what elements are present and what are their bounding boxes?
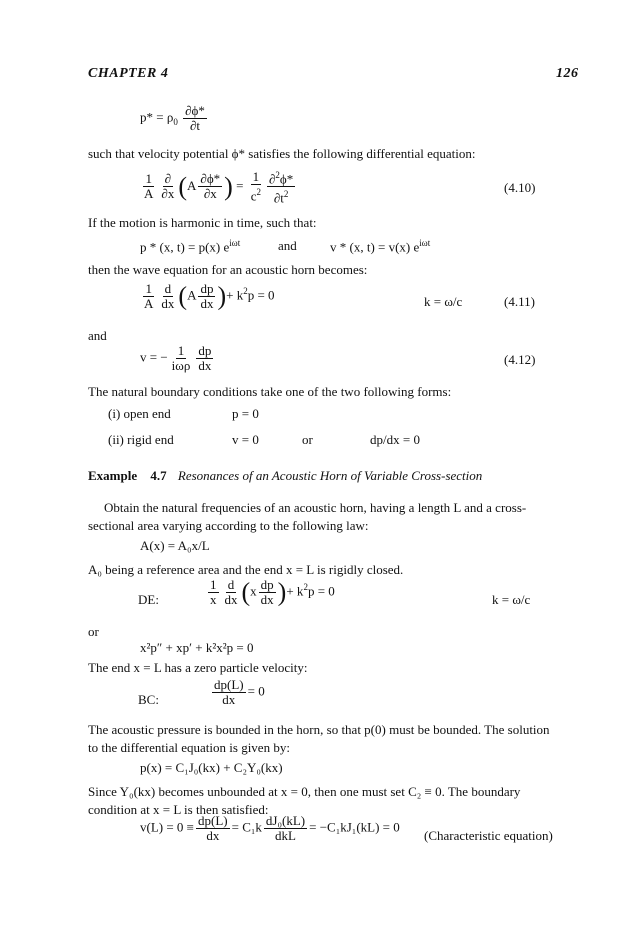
symbol: A	[187, 177, 197, 193]
denominator: dx	[224, 592, 238, 607]
symbol: ∂	[268, 171, 276, 187]
expression: v(L) = 0 ≡	[140, 819, 195, 835]
eq-de: $\frac{1}{x}$ $\frac{d}{dx}$ (x $\frac{dp}{dx}$ )+ $k^2p = 0$	[210, 577, 335, 607]
numerator: 1	[145, 171, 152, 187]
chapter-heading: CHAPTER 4	[88, 66, 169, 81]
paragraph: If the motion is harmonic in time, such that:	[88, 215, 317, 230]
numerator: 1	[210, 577, 217, 592]
expression: p = 0	[307, 583, 335, 599]
expression: p = 0	[247, 287, 275, 303]
fraction	[196, 344, 213, 373]
paragraph: A₀ being a reference area and the end x = L is rigidly closed.	[88, 562, 404, 577]
expression: = 0	[247, 683, 265, 699]
eq-area-law: A(x) = A₀x/L	[140, 538, 210, 553]
eq-lhs: p* = ρ	[140, 109, 174, 125]
paragraph: then the wave equation for an acoustic horn becomes:	[88, 262, 368, 277]
denominator	[272, 187, 291, 205]
example-title: Resonances of an Acoustic Horn of Variable Cross-section	[177, 468, 483, 483]
numerator: 1	[252, 169, 260, 185]
symbol: ∂t	[273, 190, 284, 206]
symbol: A	[187, 287, 197, 303]
example-number: 4.7	[150, 468, 167, 483]
eq-bc	[210, 678, 265, 707]
expression: v * (x, t) = v(x) e	[330, 239, 420, 255]
k-definition: k = ω/c	[492, 592, 531, 607]
numerator	[267, 168, 295, 187]
fraction	[142, 172, 155, 201]
superscript: 2	[275, 170, 280, 180]
numerator: ∂ϕ*	[200, 171, 221, 187]
superscript: iωt	[419, 238, 431, 248]
eq-harmonic-v	[330, 238, 430, 255]
or-word: or	[88, 624, 99, 639]
paragraph: Obtain the natural frequencies of an acoustic horn, having a length L and a cross-	[104, 500, 527, 515]
denominator: A	[144, 296, 154, 311]
fraction	[159, 172, 176, 201]
fraction	[198, 172, 222, 201]
denominator: $c^2$	[250, 187, 261, 204]
fraction	[208, 578, 219, 607]
fraction	[259, 578, 276, 607]
eq-pressure-potential	[140, 104, 209, 133]
paragraph: The natural boundary conditions take one of the two following forms:	[88, 384, 452, 399]
paragraph: such that velocity potential ϕ* satisfies the following differential equation:	[88, 146, 476, 161]
denominator: x	[210, 592, 217, 607]
example-label: Example	[88, 468, 138, 483]
fraction	[264, 814, 307, 843]
denominator: ∂t	[189, 118, 200, 133]
and-word: and	[88, 328, 107, 343]
superscript: 2	[303, 582, 308, 593]
equation-number: (4.10)	[504, 180, 536, 195]
denominator: dx	[222, 692, 236, 707]
denominator: ∂x	[161, 186, 175, 202]
denominator: dx	[198, 358, 212, 373]
expression: p * (x, t) = p(x) e	[140, 239, 230, 255]
numerator: dp(L)	[198, 813, 228, 828]
fraction	[198, 282, 215, 311]
denominator: dx	[206, 828, 220, 843]
fraction	[183, 104, 207, 133]
denominator: dx	[161, 296, 175, 311]
numerator: d	[227, 577, 235, 592]
equation-4-11: $\frac{1}{A}$ $\frac{d}{dx}$ (A $\frac{dp}{dx}$ )+ $k^2p = 0$	[144, 281, 275, 311]
page-number: 126	[556, 66, 579, 81]
fraction	[249, 170, 263, 203]
denominator: A	[144, 186, 154, 202]
bc-rigid-label: (ii) rigid end	[108, 432, 174, 447]
paragraph: The acoustic pressure is bounded in the horn, so that p(0) must be bounded. The solution	[88, 722, 550, 737]
paragraph: Since Y₀(kx) becomes unbounded at x = 0, then one must set C₂ ≡ 0. The boundary	[88, 784, 521, 799]
superscript: iωt	[229, 238, 241, 248]
fraction	[212, 678, 246, 707]
numerator: dp	[260, 577, 274, 592]
fraction	[196, 814, 230, 843]
paragraph: The end x = L has a zero particle velocity:	[88, 660, 308, 675]
symbol: x	[250, 583, 257, 599]
fraction	[267, 168, 295, 206]
fraction	[223, 578, 240, 607]
equation-4-10: $\frac{1}{A}$ $\frac{\partial}{\partial x}$ (A $\frac{\partial\phi*}{\partial x}$ ) = $\frac{1}{c^2}$ $\frac{\partial^2\phi*}{\partial t^2}$	[144, 169, 294, 206]
denominator: ∂x	[203, 186, 217, 202]
denominator: dx	[200, 296, 214, 311]
expression: v = −	[140, 349, 168, 365]
numerator: dp	[198, 343, 212, 358]
equation-number: (4.12)	[504, 352, 536, 367]
bc-open-label: (i) open end	[108, 406, 171, 421]
de-label: DE:	[138, 592, 159, 607]
eq-bessel-form: x²p″ + xp′ + k²x²p = 0	[140, 640, 254, 655]
example-heading	[88, 468, 482, 484]
numerator: 1	[145, 281, 152, 296]
numerator: dp(L)	[214, 677, 244, 692]
numerator: d	[164, 281, 172, 296]
bc-rigid-condition-alt: dp/dx = 0	[370, 432, 420, 447]
or-word: or	[302, 432, 313, 447]
characteristic-label: (Characteristic equation)	[424, 828, 553, 843]
expression: = C₁k	[231, 819, 262, 835]
expression: + k	[286, 583, 304, 599]
bc-open-condition: p = 0	[232, 406, 259, 421]
eq-solution: p(x) = C₁J₀(kx) + C₂Y₀(kx)	[140, 760, 283, 775]
symbol: c	[250, 188, 257, 204]
numerator: dp	[200, 281, 214, 296]
fraction	[142, 282, 155, 311]
equation-4-12	[140, 344, 215, 373]
superscript: 2	[283, 189, 289, 200]
numerator: 1	[177, 343, 185, 358]
fraction	[159, 282, 176, 311]
bc-rigid-condition: v = 0	[232, 432, 259, 447]
k-definition: k = ω/c	[424, 294, 463, 309]
paragraph: condition at x = L is then satisfied:	[88, 802, 269, 817]
paragraph: to the differential equation is given by:	[88, 740, 290, 755]
symbol: ϕ*	[279, 171, 294, 187]
denominator: dx	[260, 592, 274, 607]
bc-label: BC:	[138, 692, 159, 707]
numerator: ∂	[164, 171, 172, 187]
eq-characteristic	[140, 814, 400, 843]
numerator: dJ₀(kL)	[265, 813, 306, 828]
expression: + k	[226, 287, 244, 303]
and-word: and	[278, 238, 297, 253]
equation-number: (4.11)	[504, 294, 535, 309]
expression: = −C₁kJ₁(kL) = 0	[309, 819, 400, 835]
fraction	[170, 344, 193, 373]
numerator: ∂ϕ*	[185, 103, 205, 118]
eq-sub: 0	[173, 117, 178, 128]
superscript: 2	[243, 286, 248, 297]
denominator: iωρ	[171, 358, 191, 373]
paragraph: sectional area varying according to the following law:	[88, 518, 369, 533]
denominator: dkL	[275, 828, 296, 843]
eq-harmonic-p	[140, 238, 240, 255]
